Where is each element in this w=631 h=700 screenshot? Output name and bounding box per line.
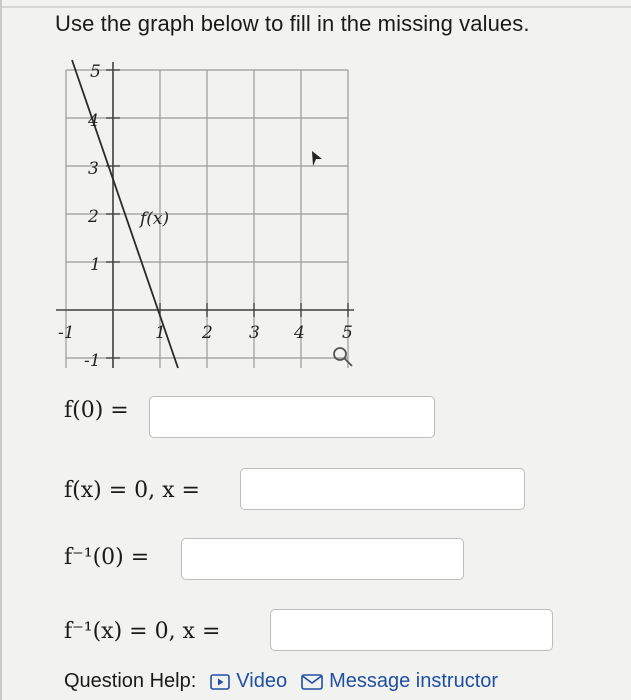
question-4 [64, 619, 220, 644]
answer-input-root-of-f[interactable] [240, 468, 525, 510]
question-prompt: Use the graph below to fill in the missing values. [55, 11, 530, 36]
video-link-label: Video [236, 670, 288, 692]
question-1-label: f(0) = [64, 398, 129, 423]
y-tick-1: 1 [90, 255, 101, 275]
question-2-label: f(x) = 0, x = [64, 478, 200, 503]
question-3-label: f⁻¹(0) = [64, 545, 150, 570]
x-tick-2: 2 [202, 323, 213, 343]
question-1 [64, 398, 129, 423]
top-divider [0, 6, 631, 8]
cursor-arrow-icon [312, 151, 322, 166]
video-icon [210, 674, 230, 690]
answer-input-finv-of-0[interactable] [181, 538, 464, 580]
x-tick-4: 4 [294, 323, 305, 343]
question-help [64, 670, 512, 693]
left-edge [0, 0, 2, 700]
x-tick-3: 3 [249, 323, 260, 343]
y-tick-2: 2 [88, 207, 99, 227]
question-3 [64, 545, 149, 570]
y-tick-4: 4 [88, 111, 99, 131]
answer-input-root-of-finv[interactable] [270, 609, 553, 651]
answer-input-f-of-0[interactable] [149, 396, 435, 438]
y-tick-3: 3 [88, 159, 99, 179]
y-tick-neg1: -1 [84, 351, 101, 371]
question-4-label: f⁻¹(x) = 0, x = [64, 619, 221, 644]
mail-icon [301, 674, 323, 690]
y-tick-5: 5 [90, 62, 101, 82]
magnifier-icon[interactable] [334, 348, 352, 366]
video-link[interactable] [210, 670, 287, 693]
question-2 [64, 478, 200, 503]
x-tick-neg1: -1 [58, 323, 75, 343]
function-graph [50, 58, 360, 378]
x-tick-1: 1 [155, 323, 166, 343]
message-instructor-label: Message instructor [329, 670, 499, 692]
x-tick-5: 5 [342, 323, 353, 343]
function-label: f(x) [140, 209, 170, 229]
question-help-label: Question Help: [64, 670, 197, 692]
message-instructor-link[interactable] [301, 670, 498, 693]
